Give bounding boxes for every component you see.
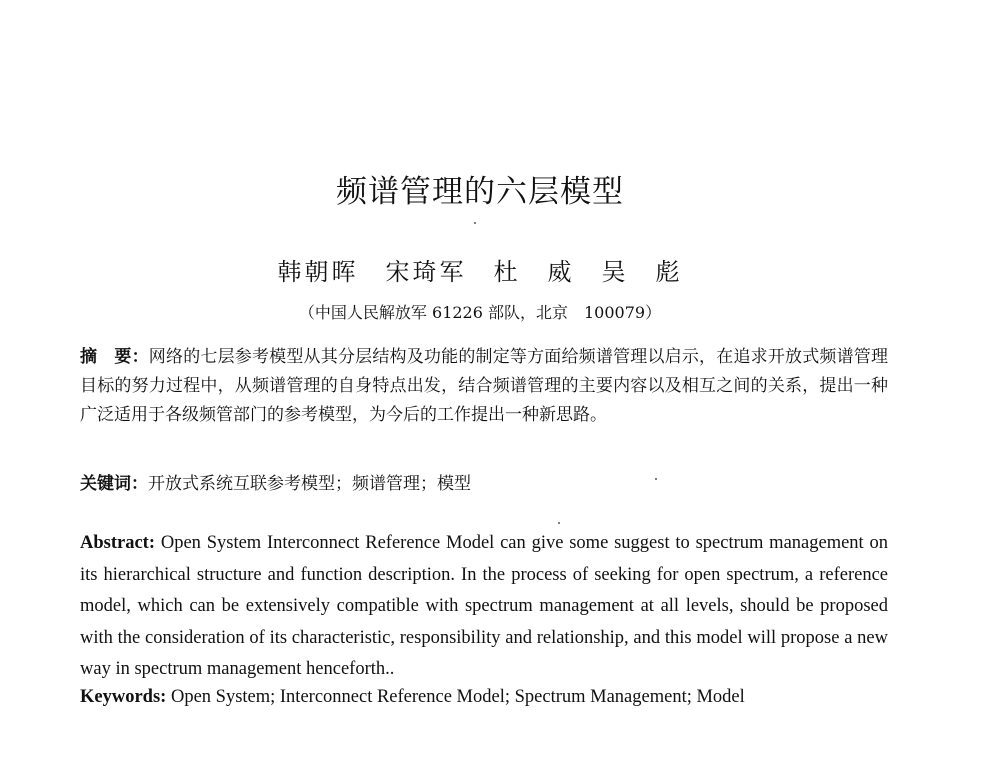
author-list: 韩朝晖 宋琦军 杜 威 吴 彪 bbox=[277, 258, 683, 286]
english-abstract-text: Open System Interconnect Reference Model can give some suggest to spectrum management on its hierarchical structure and function description. In the process of seeking for open spectrum, a reference model, which can be extensively compatible with spectrum management at all levels, should be proposed with the consideration of its characteristic, responsibility and relationship, and this model will propose a new way in spectrum management henceforth.. bbox=[80, 533, 889, 679]
author-affiliation: （中国人民解放军 61226 部队，北京 100079） bbox=[298, 303, 662, 322]
english-keywords bbox=[80, 683, 888, 711]
chinese-keywords-label: 关键词： bbox=[80, 474, 148, 494]
chinese-abstract-label: 摘 要： bbox=[80, 347, 149, 367]
scan-speck bbox=[558, 522, 560, 524]
chinese-abstract-text: 网络的七层参考模型从其分层结构及功能的制定等方面给频谱管理以启示，在追求开放式频谱管理目标的努力过程中，从频谱管理的自身特点出发，结合频谱管理的主要内容以及相互之间的关系，提出一种广泛适用于各级频管部门的参考模型，为今后的工作提出一种新思路。 bbox=[80, 347, 889, 425]
paper-title: 频谱管理的六层模型 bbox=[336, 174, 624, 210]
chinese-keywords bbox=[80, 470, 888, 499]
english-abstract bbox=[80, 528, 888, 686]
chinese-keywords-text: 开放式系统互联参考模型；频谱管理；模型 bbox=[148, 474, 471, 494]
english-keywords-text: Open System; Interconnect Reference Model; Spectrum Management; Model bbox=[170, 687, 745, 707]
chinese-abstract bbox=[80, 343, 888, 430]
english-abstract-label: Abstract: bbox=[80, 533, 156, 553]
scan-speck bbox=[474, 222, 476, 224]
english-keywords-label: Keywords: bbox=[80, 687, 167, 707]
scan-speck bbox=[655, 478, 657, 480]
